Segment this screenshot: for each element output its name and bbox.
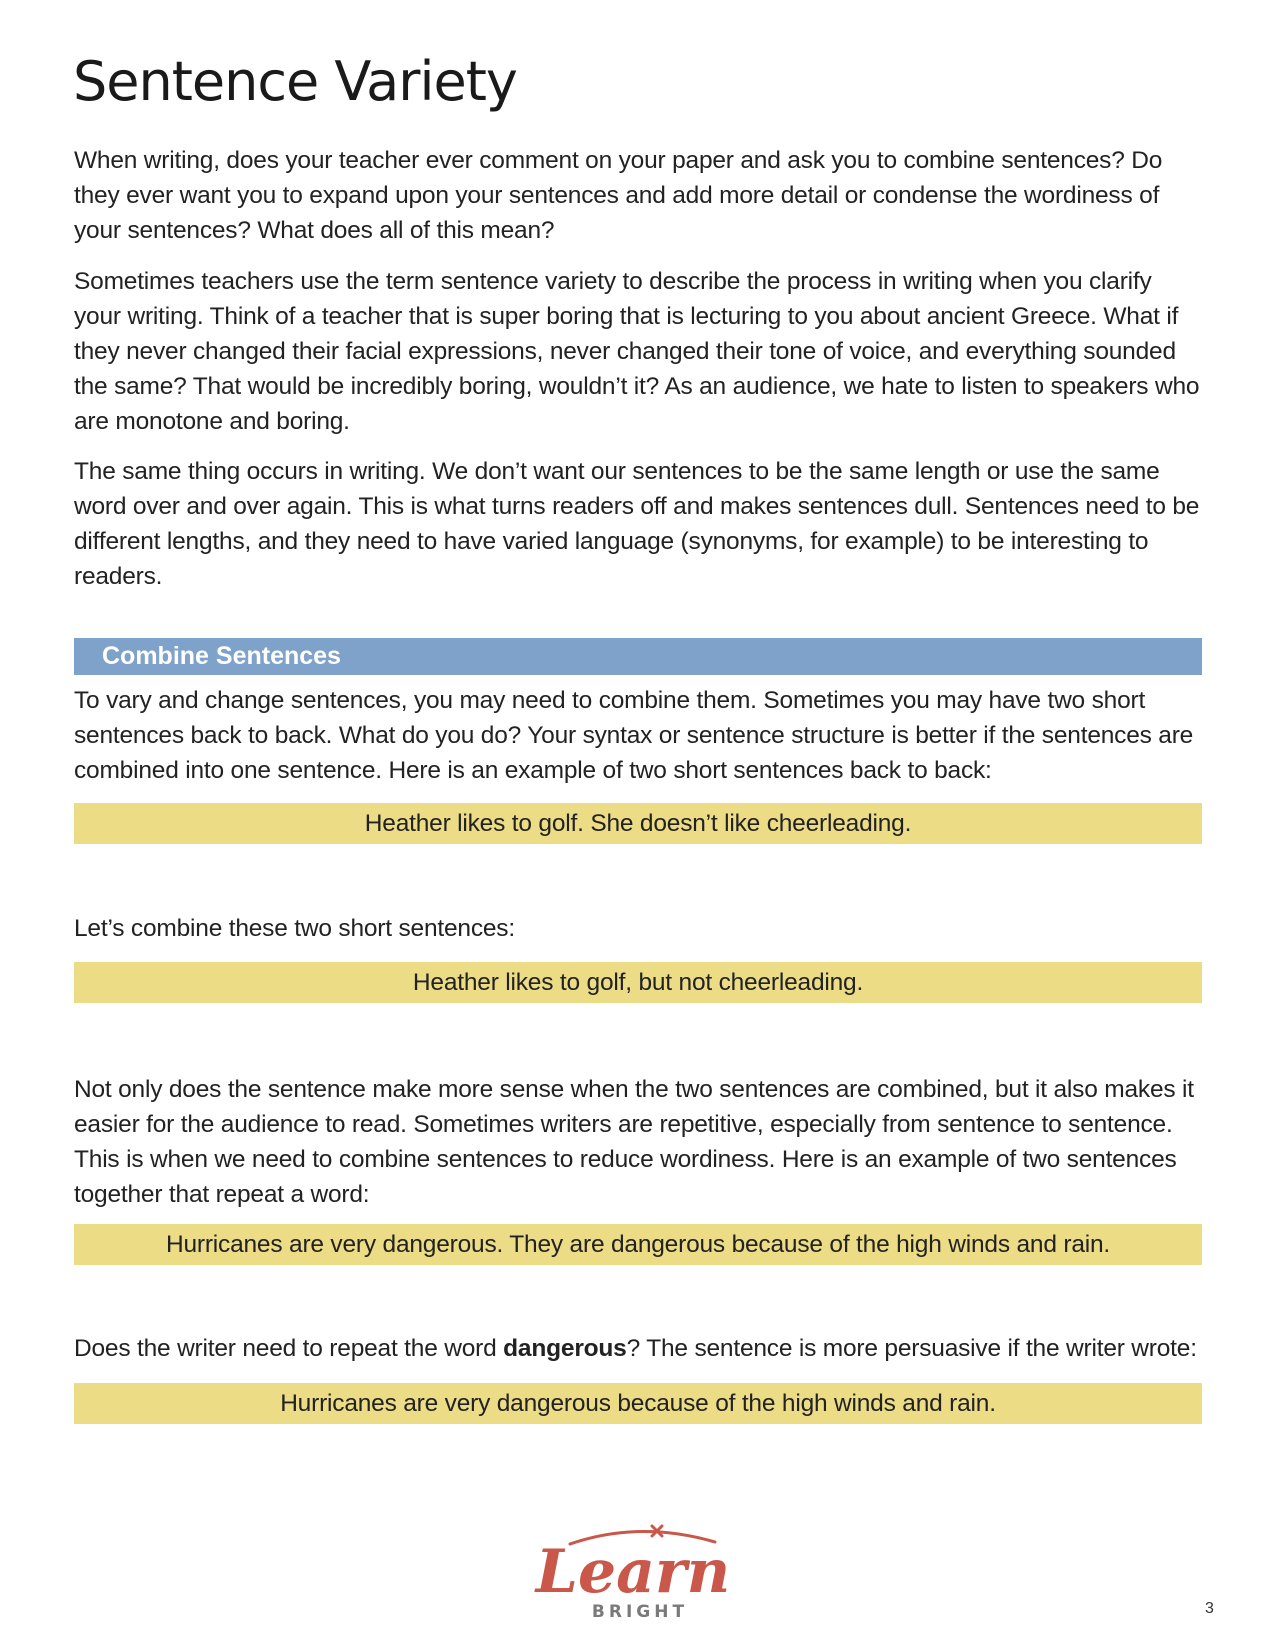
section-banner	[74, 638, 1202, 675]
para4-bold-word: dangerous	[503, 1335, 627, 1362]
page-number: 3	[1205, 1600, 1214, 1617]
logo-word: Learn	[535, 1537, 731, 1607]
section-paragraph-3: Not only does the sentence make more sense when the two sentences are combined, but it also makes it easier for the audience to read. Sometimes writers are repetitive, especially from sentence to sentence. This is when we need to combine sentences to reduce wordiness. Here is an example of two sentences together that repeat a word:	[74, 1076, 1194, 1208]
intro-paragraph-1: When writing, does your teacher ever comment on your paper and ask you to combine sentences? Do they ever want you to expand upon your sentences and add more detail or condense the wordiness of your sentences? What does all of this mean?	[74, 147, 1163, 244]
section-paragraph-4	[74, 1331, 1204, 1366]
example-box-2: Heather likes to golf, but not cheerleading.	[74, 962, 1202, 1003]
logo-subword: BRIGHT	[591, 1602, 689, 1622]
para4-text-before: Does the writer need to repeat the word	[74, 1335, 504, 1362]
learn-bright-logo	[530, 1522, 740, 1622]
page-title: Sentence Variety	[73, 50, 517, 113]
intro-paragraph-2: Sometimes teachers use the term sentence variety to describe the process in writing when you clarify your writing. Think of a teacher that is super boring that is lecturing to you about ancient Greece. What if they never changed their facial expressions, never changed their tone of voice, and everything sounded the same? That would be incredibly boring, wouldn’t it? As an audience, we hate to listen to speakers who are monotone and boring.	[74, 268, 1200, 435]
section-heading: Combine Sentences	[102, 642, 341, 670]
intro-paragraph-3: The same thing occurs in writing. We don’t want our sentences to be the same length or use the same word over and over again. This is what turns readers off and makes sentences dull. Sentences need to be different lengths, and they need to have varied language (synonyms, for example) to be interesting to readers.	[74, 458, 1200, 590]
example-box-3: Hurricanes are very dangerous. They are dangerous because of the high winds and rain.	[74, 1224, 1202, 1265]
example-box-1: Heather likes to golf. She doesn’t like cheerleading.	[74, 803, 1202, 844]
example-box-4: Hurricanes are very dangerous because of the high winds and rain.	[74, 1383, 1202, 1424]
section-paragraph-2: Let’s combine these two short sentences:	[74, 915, 515, 942]
para4-text-after: ? The sentence is more persuasive if the writer wrote:	[626, 1335, 1197, 1362]
section-paragraph-1: To vary and change sentences, you may need to combine them. Sometimes you may have two short sentences back to back. What do you do? Your syntax or sentence structure is better if the sentences are combined into one sentence. Here is an example of two short sentences back to back:	[74, 687, 1194, 784]
